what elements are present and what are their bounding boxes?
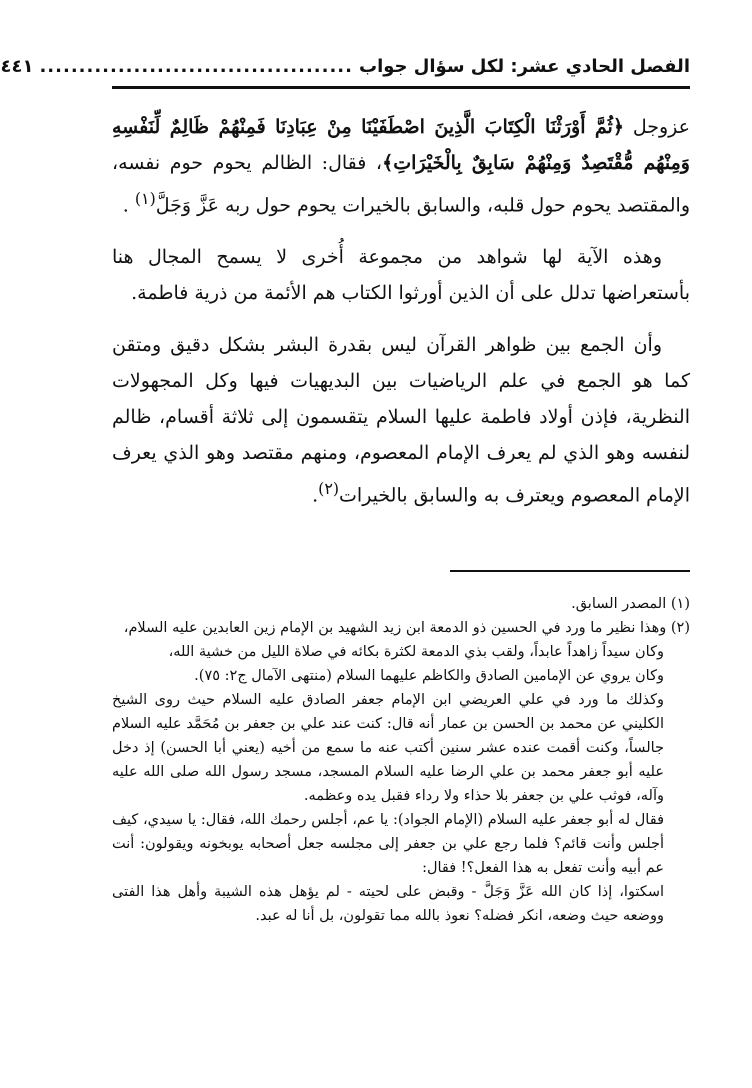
paragraph-1-text: ، فقال: الظالم يحوم حوم نفسه، والمقتصد يحوم حول قلبه، والسابق بالخيرات يحوم حول ربه عَزَّ وَجَلَّ [112,152,690,217]
leader-dots: ........................................ [39,56,353,77]
footnote-separator [450,570,690,572]
chapter-title: الفصل الحادي عشر: لكل سؤال جواب [358,56,690,77]
book-page [0,56,690,928]
paragraph-3-text: وأن الجمع بين ظواهر القرآن ليس بقدرة البشر بشكل دقيق ومتقن كما هو الجمع في علم الرياضيات بين البديهيات فيها وكل المجهولات النظرية، فإذن أولاد فاطمة عليها السلام يتقسمون إلى ثلاثة أقسام، ظالم لنفسه وهو الذي لم يعرف الإمام المعصوم، ومنهم مقتصد وهو الذي يعرف الإمام المعصوم ويعترف به والسابق بالخيرات [112,334,690,507]
paragraph-2: وهذه الآية لها شواهد من مجموعة أُخرى لا يسمح المجال هنا بأستعراضها تدلل على أن الذين أورثوا الكتاب هم الأئمة من ذرية فاطمة. [112,246,690,305]
main-text [112,109,690,514]
paragraph-1-intro: عزوجل [632,116,690,138]
footnote-ref-1[interactable]: (١) [134,189,156,208]
paragraph-1 [112,109,690,223]
paragraph-3-end: . [312,484,319,507]
footnote-2-line-2: وكان سيداً زاهداً عابداً، ولقب بذي الدمعة لكثرة بكائه في صلاة الليل من خشية الله، [168,643,664,660]
footnote-2-para-2: وكذلك ما ورد في علي العريضي ابن الإمام جعفر الصادق عليه السلام حيث روى الشيخ الكليني عن محمد بن الحسن بن عمار أنه قال: كنت عند علي بن جعفر بن مُحَمَّد عليه السلام جالساً، وكنت أقمت عنده عشر سنين أكتب عنه ما سمع من أخيه (يعني أبا الحسن) إذ دخل عليه أبو جعفر محمد بن علي الرضا عليه السلام المسجد، مسجد رسول الله صلى الله عليه وآله، فوثب علي بن جعفر بلا حذاء ولا رداء فقبل يده وعظمه. [112,691,664,804]
quran-verse: ﴿ثُمَّ أَوْرَثْنَا الْكِتَابَ الَّذِينَ اصْطَفَيْنَا مِنْ عِبَادِنَا فَمِنْهُمْ ظَالِمٌ لِّنَفْسِهِ وَمِنْهُم مُّقْتَصِدٌ وَمِنْهُمْ سَابِقٌ بِالْخَيْرَاتِ﴾ [112,116,690,174]
footnote-2-line-3: وكان يروي عن الإمامين الصادق والكاظم عليهما السلام (منتهى الآمال ج٢: ٧٥). [194,667,664,684]
running-header [0,56,690,89]
footnote-2-line-1: (٢) وهذا نظير ما ورد في الحسين ذو الدمعة ابن زيد الشهيد بن الإمام زين العابدين عليه السلام، [123,619,690,636]
paragraph-3 [112,327,690,513]
footnote-separator-wrap [112,530,690,572]
footnote-ref-2[interactable]: (٢) [318,479,340,499]
footnotes [112,592,690,928]
footnote-2-para-3: فقال له أبو جعفر عليه السلام (الإمام الجواد): يا عم، أجلس رحمك الله، فقال: يا سيدي، كيف أجلس وأنت قائم؟ فلما رجع علي بن جعفر إلى مجلسه جعل أصحابه يوبخونه ويقولون: أنت عم أبيه وأنت تفعل به هذا الفعل؟! فقال: [112,811,664,876]
footnote-2-para-4: اسكتوا، إذا كان الله عَزَّ وَجَلَّ - وقبض على لحيته - لم يؤهل هذه الشيبة وأهل هذا الفتى ووضعه حيث وضعه، انكر فضله؟ نعوذ بالله مما تقولون، بل أنا له عبد. [112,883,664,924]
paragraph-1-end: . [122,194,135,217]
page-number: ٤٤١ [0,56,34,77]
footnote-1: (١) المصدر السابق. [571,595,690,612]
